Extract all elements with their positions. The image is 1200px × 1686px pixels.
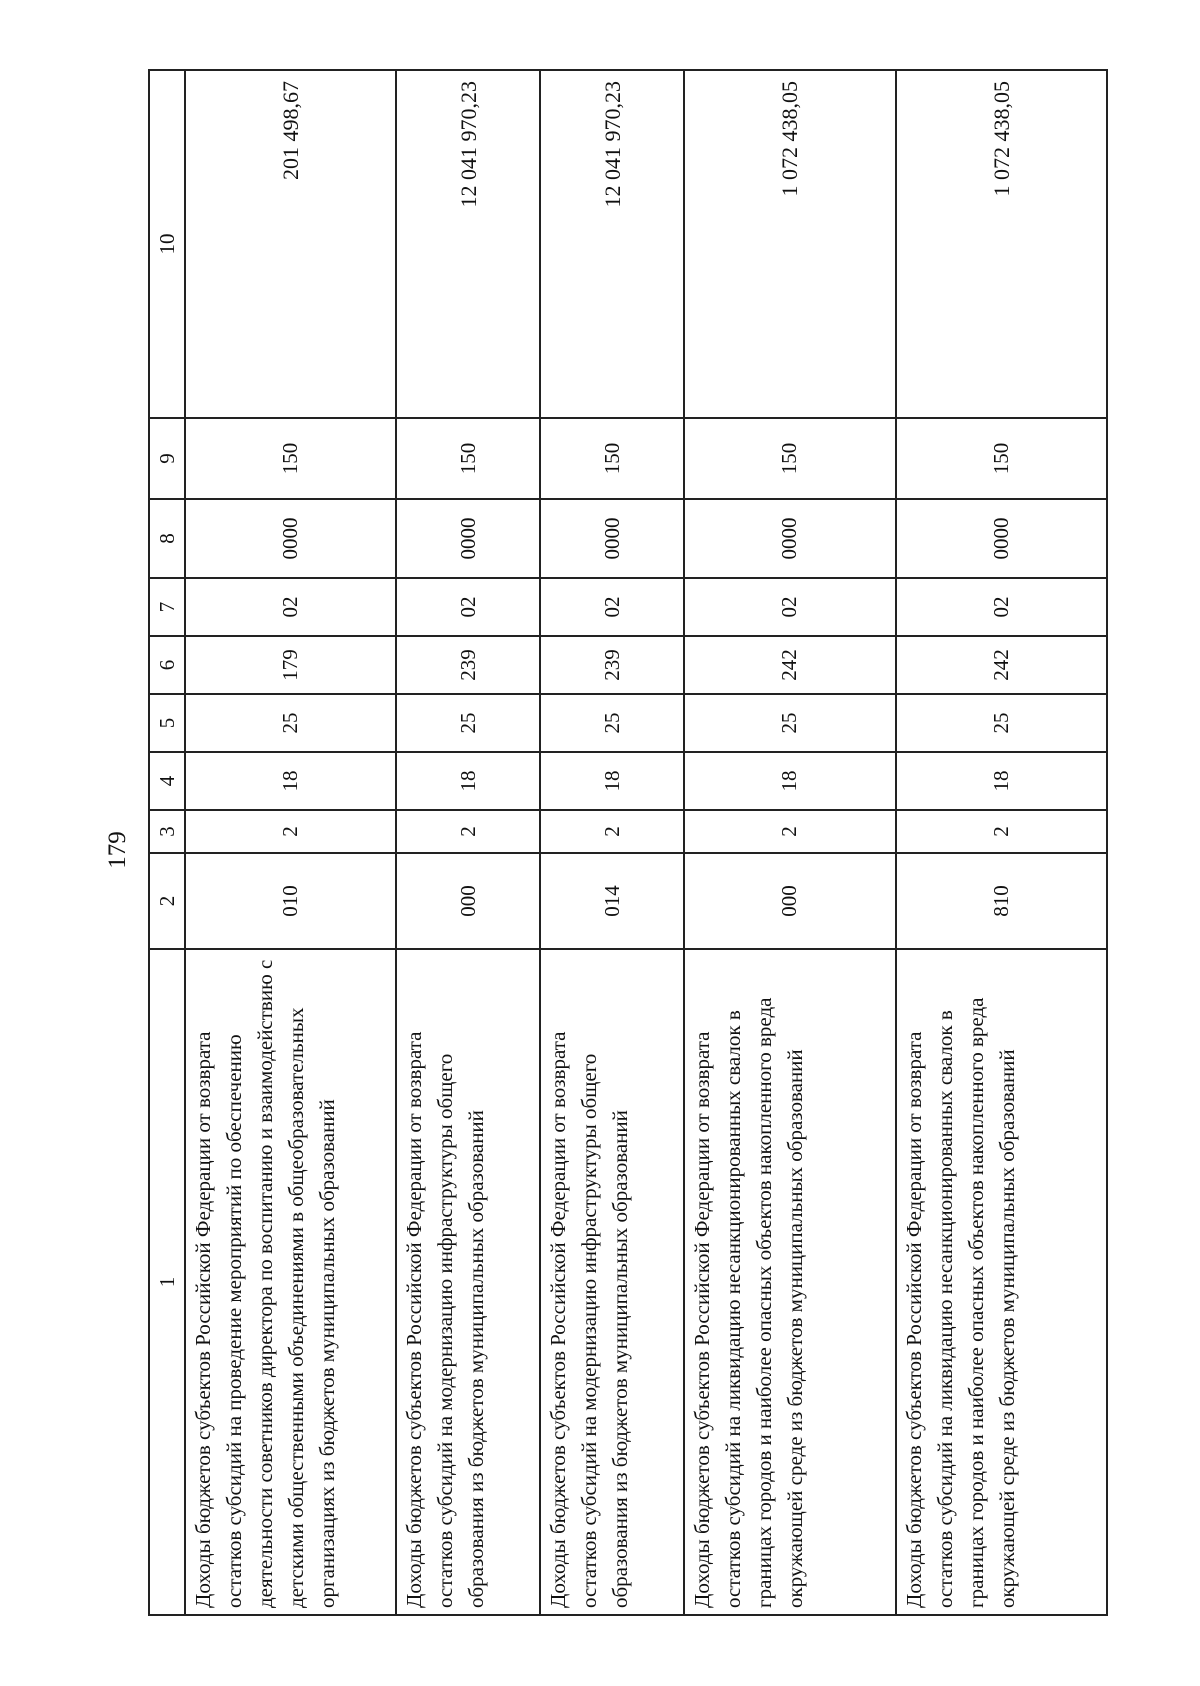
cell-col9: 150 <box>396 418 540 499</box>
table-row <box>185 70 396 1615</box>
cell-col8: 0000 <box>185 499 396 578</box>
cell-col4: 18 <box>896 752 1108 810</box>
table-row <box>684 70 895 1615</box>
cell-col9: 150 <box>540 418 684 499</box>
header-cell: 8 <box>149 499 185 578</box>
cell-col5: 25 <box>896 694 1108 752</box>
cell-col3: 2 <box>396 810 540 853</box>
table-row <box>540 70 684 1615</box>
cell-col7: 02 <box>396 578 540 636</box>
row-description: Доходы бюджетов субъектов Российской Федерации от возврата остатков субсидий на модернизацию инфраструктуры общего образования из бюджетов муниципальных образований <box>540 949 684 1615</box>
cell-col8: 0000 <box>540 499 684 578</box>
row-description: Доходы бюджетов субъектов Российской Федерации от возврата остатков субсидий на модернизацию инфраструктуры общего образования из бюджетов муниципальных образований <box>396 949 540 1615</box>
cell-col3: 2 <box>896 810 1108 853</box>
header-cell: 9 <box>149 418 185 499</box>
cell-col7: 02 <box>684 578 895 636</box>
cell-col7: 02 <box>185 578 396 636</box>
cell-col6: 239 <box>540 636 684 694</box>
rotated-table-container <box>148 71 1108 1616</box>
header-cell: 5 <box>149 694 185 752</box>
header-cell: 1 <box>149 949 185 1615</box>
header-cell: 3 <box>149 810 185 853</box>
cell-amount: 201 498,67 <box>185 70 396 418</box>
cell-col6: 242 <box>684 636 895 694</box>
cell-col9: 150 <box>684 418 895 499</box>
table-row <box>396 70 540 1615</box>
cell-col7: 02 <box>896 578 1108 636</box>
page-number: 179 <box>104 831 131 869</box>
cell-amount: 1 072 438,05 <box>684 70 895 418</box>
header-cell: 4 <box>149 752 185 810</box>
row-description: Доходы бюджетов субъектов Российской Федерации от возврата остатков субсидий на проведение мероприятий по обеспечению деятельности советников директора по воспитанию и взаимодействию с детскими общественными объединениями в общеобразовательных организациях из бюджетов муниципальных образований <box>185 949 396 1615</box>
cell-col4: 18 <box>540 752 684 810</box>
cell-amount: 1 072 438,05 <box>896 70 1108 418</box>
cell-col5: 25 <box>185 694 396 752</box>
cell-col4: 18 <box>396 752 540 810</box>
header-cell: 6 <box>149 636 185 694</box>
cell-col4: 18 <box>684 752 895 810</box>
cell-col8: 0000 <box>896 499 1108 578</box>
cell-col5: 25 <box>540 694 684 752</box>
cell-col2: 014 <box>540 853 684 949</box>
cell-col6: 179 <box>185 636 396 694</box>
header-cell: 10 <box>149 70 185 418</box>
cell-col8: 0000 <box>684 499 895 578</box>
row-description: Доходы бюджетов субъектов Российской Федерации от возврата остатков субсидий на ликвидацию несанкционированных свалок в границах городов и наиболее опасных объектов накопленного вреда окружающей среде из бюджетов муниципальных образований <box>684 949 895 1615</box>
cell-col6: 239 <box>396 636 540 694</box>
cell-amount: 12 041 970,23 <box>540 70 684 418</box>
cell-col9: 150 <box>185 418 396 499</box>
cell-col3: 2 <box>684 810 895 853</box>
cell-col9: 150 <box>896 418 1108 499</box>
table-row <box>896 70 1108 1615</box>
cell-amount: 12 041 970,23 <box>396 70 540 418</box>
cell-col3: 2 <box>540 810 684 853</box>
header-cell: 2 <box>149 853 185 949</box>
cell-col8: 0000 <box>396 499 540 578</box>
budget-revenue-table <box>148 69 1108 1616</box>
cell-col5: 25 <box>396 694 540 752</box>
row-description: Доходы бюджетов субъектов Российской Федерации от возврата остатков субсидий на ликвидацию несанкционированных свалок в границах городов и наиболее опасных объектов накопленного вреда окружающей среде из бюджетов муниципальных образований <box>896 949 1108 1615</box>
cell-col5: 25 <box>684 694 895 752</box>
cell-col7: 02 <box>540 578 684 636</box>
cell-col6: 242 <box>896 636 1108 694</box>
cell-col2: 000 <box>684 853 895 949</box>
cell-col4: 18 <box>185 752 396 810</box>
cell-col2: 810 <box>896 853 1108 949</box>
cell-col2: 000 <box>396 853 540 949</box>
cell-col3: 2 <box>185 810 396 853</box>
header-cell: 7 <box>149 578 185 636</box>
header-row <box>149 70 185 1615</box>
cell-col2: 010 <box>185 853 396 949</box>
